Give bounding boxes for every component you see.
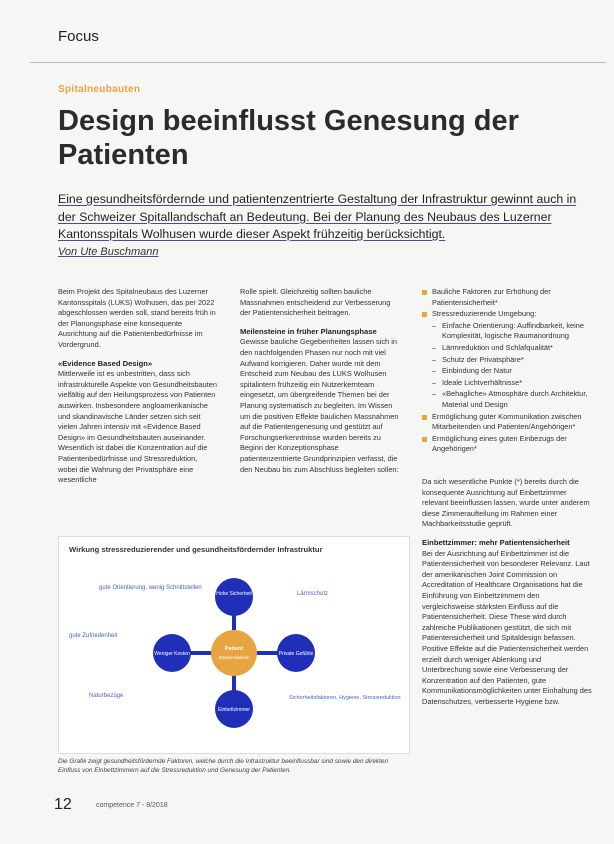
figure-title: Wirkung stressreduzierender und gesundheitsfördernder Infrastruktur (69, 545, 323, 554)
list-item-text: Ermöglichung eines guten Einbezugs der Angehörigen* (432, 433, 567, 454)
figure-caption: Die Grafik zeigt gesundheitsfördernde Faktoren, welche durch die Infrastruktur beeinflussbar sind sowie den direkten Einfluss von Einbettzimmern auf die Stressreduktion und Genesung der Patienten. (58, 758, 389, 774)
list-item-text: Ideale Lichtverhältnisse* (442, 377, 523, 387)
column-2 (240, 287, 400, 483)
label-bottom-left: Naturbezüge (89, 693, 124, 699)
kicker: Spitalneubauten (58, 84, 141, 95)
list-item (422, 355, 592, 366)
dash-marker: – (432, 320, 437, 330)
dash-marker: – (432, 366, 437, 376)
list-item (422, 309, 592, 320)
dash-marker: – (432, 389, 437, 399)
list-item (422, 378, 592, 389)
journal-name: competence 7 - 8/2018 (96, 802, 168, 809)
headline: Design beeinflusst Genesung der Patienten (58, 105, 519, 171)
paragraph: Da sich wesentliche Punkte (*) bereits durch die konsequente Ausrichtung auf Einbettzimmer relevant beeinflussen lassen, wurde unter anderem diese Zimmeraufteilung im Rahmen einer Machbarkeitsstudie geprüft. (422, 477, 590, 529)
paragraph: Rolle spielt. Gleichzeitig sollten bauliche Massnahmen entscheidend zur Verbesserung der Patientensicherheit beitragen. (240, 287, 391, 318)
list-item-text: «Behagliche» Atmosphäre durch Architektur, Material und Design (442, 389, 588, 409)
column-3 (422, 477, 592, 715)
node-top-label: Hohe Sicherheit (216, 591, 252, 597)
paragraph: Gewisse bauliche Gegebenheiten lassen sich in den nachfolgenden Phasen nur noch mit viel Aufwand korrigieren. Daher wurde mit dem Entscheid zum Neubau des LUKS Wolhusen spitalintern frühzeitig ein Nutzerkernteam eingesetzt, um übergreifende Themen bei der Planung systematisch zu begleiten. Im Wissen um die positiven Effekte baulichen Massnahmen auf die Patientengenesung und gestützt auf Forschungserkenntnisse wurden bereits zu Beginn der Konzeptionsphase patientenzentrierte Grundprinzipien verfasst, die den Neubau bis zum Abschluss begleiten sollen: (240, 337, 399, 474)
square-bullet-icon (422, 312, 427, 317)
lead-paragraph: Eine gesundheitsfördernde und patientenzentrierte Gestaltung der Infrastruktur gewinnt auch in der Schweizer Spitallandschaft an Bedeutung. Bei der Planung des Neubaus des Luzerner Kantonsspitals Wolhusen wurde dieser Aspekt frühzeitig berücksichtigt. (58, 192, 577, 241)
paragraph: Beim Projekt des Spitalneubaus des Luzerner Kantonsspitals (LUKS) Wolhusen, das per 2022 abgeschlossen werden soll, stand bereits früh in der Planungsphase eine konsequente Ausrichtung auf die Patientenbedürfnisse im Vordergrund. (58, 287, 216, 349)
dash-marker: – (432, 377, 437, 387)
author-byline: Von Ute Buschmann (58, 246, 159, 258)
list-item (422, 434, 592, 455)
principles-list (422, 287, 592, 455)
list-item (422, 389, 592, 410)
section-label: Focus (58, 28, 99, 45)
node-left-label: Weniger Kosten (154, 651, 190, 657)
diagram-svg (59, 537, 409, 753)
list-item (422, 343, 592, 354)
infographic (58, 536, 410, 754)
label-top-right: Lärmschutz (297, 591, 329, 597)
center-label-bottom: Stressreduktion (218, 655, 250, 660)
center-label-top: Patient (224, 646, 244, 652)
dash-marker: – (432, 342, 437, 352)
header-rule (30, 62, 606, 63)
list-item (422, 321, 592, 342)
list-item-text: Lärmreduktion und Schlafqualität* (442, 342, 553, 352)
node-bottom-label: Einbettzimmer (218, 707, 250, 713)
node-right-label: Private Gefühle (278, 651, 314, 657)
label-left: gute Zufriedenheit (69, 633, 118, 639)
square-bullet-icon (422, 415, 427, 420)
list-item-text: Stressreduzierende Umgebung: (432, 309, 537, 319)
dash-marker: – (432, 354, 437, 364)
list-item (422, 287, 592, 308)
list-item-text: Einfache Orientierung: Auffindbarkeit, keine Komplexität, logische Raumanordnung (442, 320, 585, 341)
list-item (422, 366, 592, 377)
paragraph: Bei der Ausrichtung auf Einbettzimmer ist die Patientensicherheit von besonderer Relevanz. Laut der amerikanischen Joint Commission on Accreditation of Healthcare Organisations hat die Einführung von Einbettzimmern den vergleichsweise stärksten Einfluss auf die Patientensicherheit. Diese These wird durch zahlreiche Publikationen gestützt, die sich mit Patientensicherheit und Spitaldesign befassen. Positive Effekte auf die Patientensicherheit werden erzielt durch weniger Ablenkung und Unterbrechung sowie eine Verbesserung der Konzentration auf den Patienten, gute Kommunikationsmöglichkeiten unter Einhaltung des Datenschutzes, verbesserte Hygiene bzw. (422, 548, 592, 706)
page-number: 12 (54, 796, 72, 813)
list-item-text: Einbindung der Natur (442, 366, 512, 376)
subheading: «Evidence Based Design» (58, 358, 153, 368)
subheading: Einbettzimmer: mehr Patientensicherheit (422, 537, 570, 547)
paragraph: Mittlerweile ist es unbestritten, dass sich infrastrukturelle Aspekte von Gesundheitsbauten vielfältig auf den Heilungsprozess von Patienten auswirken. Insbesondere angloamerikanische und skandinavische Länder setzen sich seit vielen Jahren intensiv mit «Evidence Based Design» im Gesundheitsbauten auseinander. Wesentlich ist dabei die Konzentration auf die Patientenbedürfnisse und Stressreduktion, wobei die Wahrung der Privatsphäre eine wesentliche (58, 369, 217, 485)
square-bullet-icon (422, 290, 427, 295)
list-item-text: Bauliche Faktoren zur Erhöhung der Patientensicherheit* (432, 287, 551, 307)
label-bottom-right: Sicherheitsfaktoren, Hygiene, Stressreduktion (289, 695, 401, 701)
column-1 (58, 287, 218, 494)
list-item-text: Schutz der Privatsphäre* (442, 354, 524, 364)
column-3-list (422, 287, 592, 463)
square-bullet-icon (422, 437, 427, 442)
center-circle (211, 630, 257, 676)
label-top-left: gute Orientierung, wenig Schnittstellen (99, 585, 202, 591)
list-item (422, 412, 592, 433)
node-top-circle (215, 578, 253, 616)
list-item-text: Ermöglichung guter Kommunikation zwischen Mitarbeitenden und Patienten/Angehörigen* (432, 411, 582, 432)
subheading: Meilensteine in früher Planungsphase (240, 326, 377, 336)
